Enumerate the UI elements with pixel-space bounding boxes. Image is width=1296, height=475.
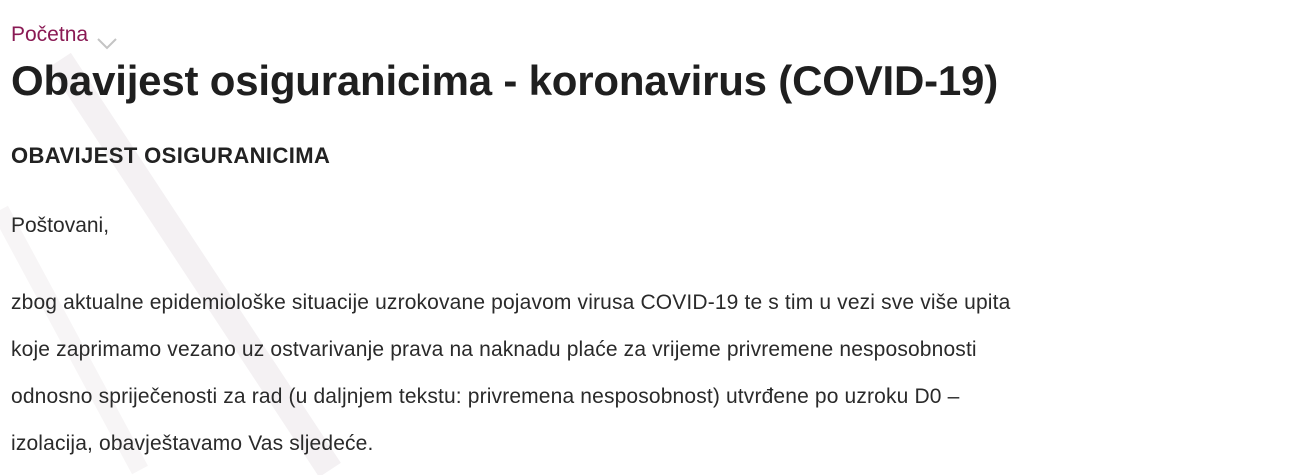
paragraph-line: odnosno spriječenosti za rad (u daljnjem tekstu: privremena nesposobnost) utvrđene po uzroku D0 – [11,385,960,408]
page-title: Obavijest osiguranicima - koronavirus (COVID-19) [11,57,998,104]
body-paragraph [11,279,1293,467]
main-content [11,18,1293,467]
paragraph-line: zbog aktualne epidemiološke situacije uzrokovane pojavom virusa COVID-19 te s tim u vezi sve više upita [11,291,1011,314]
greeting-text: Poštovani, [11,214,110,237]
section-heading: OBAVIJEST OSIGURANICIMA [11,143,331,168]
breadcrumb [11,18,1293,52]
paragraph-line: koje zaprimamo vezano uz ostvarivanje prava na naknadu plaće za vrijeme privremene nesposobnosti [11,338,977,361]
chevron-down-icon[interactable] [96,28,118,42]
paragraph-line: izolacija, obavještavamo Vas sljedeće. [11,432,374,455]
breadcrumb-home-link[interactable]: Početna [11,23,89,46]
